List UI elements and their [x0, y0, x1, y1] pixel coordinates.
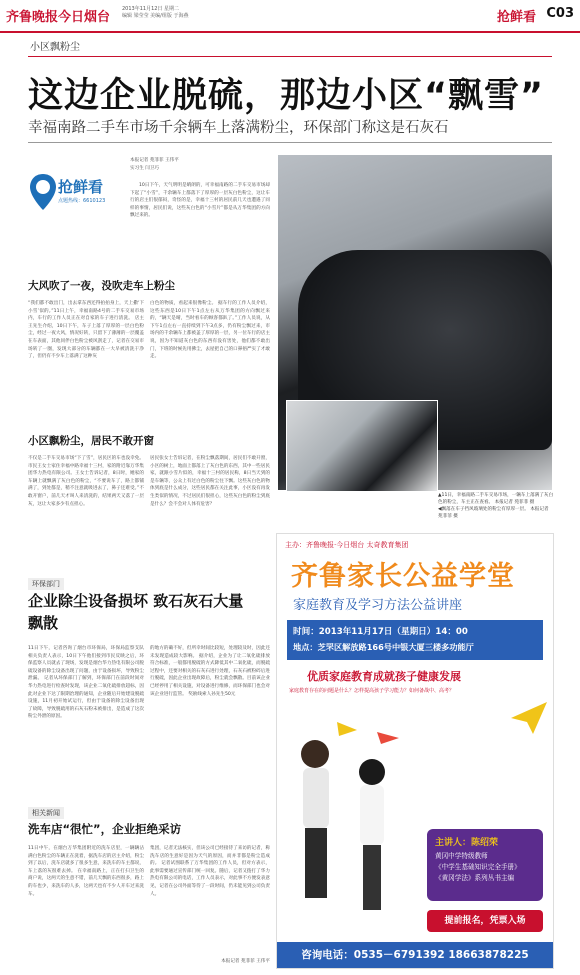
newspaper-logo: 齐鲁晚报	[6, 10, 59, 25]
byline	[130, 157, 280, 172]
byline-reporters: 本报记者 苑菲菲 王伟平	[130, 158, 179, 163]
advertisement	[276, 533, 554, 969]
section3-kicker: 环保部门	[28, 578, 64, 590]
ad-speaker-line: 《黄冈学法》系列丛书主编	[435, 874, 515, 882]
location-pin-icon	[28, 172, 58, 212]
section3-kicker-wrap	[28, 571, 64, 590]
section3-title: 企业除尘设备损坏 致石灰石大量飘散	[28, 592, 244, 632]
section4-kicker-wrap	[28, 800, 64, 819]
subheadline: 幸福南路二手车市场千余辆车上落满粉尘，环保部门称这是石灰石	[28, 120, 449, 136]
students-illustration	[277, 712, 407, 942]
section4-col1: 11日中午，在烟台万华集团附近的洗车店里，一辆辆沾满白色粉尘的车辆正在洗着，据洗车店的店主介绍，粉尘到了以后，洗车店就多了很多生意，来洗车的车主都说，车上落的灰很难去掉。 在幸福南路上，正在打扫卫生的商户说，这两天的生意不错，前几天飘的东西很多，路上的车也少，来洗车的人多，这两天也有不少人开车过来洗车。	[28, 846, 144, 897]
section2-col2: 居民张女士告诉记者，在粉尘飘落期间，居民们不敢开窗，小区的树上，地面上都落上了灰白色的东西，其中一些居民家，就跟小雪片似的，幸福十三村的居民称，8日当天到的是车辆等，公众上有过白色的粉尘往下飘。这些灰白色的物体到底是什么成分，这些居民都在关注此事，小区没有再发生类似的情况，不过居民们很担心，这些灰白色的粉尘到底是什么？会不会对人体有危害？	[150, 456, 270, 507]
ad-host: 主办：齐鲁晚报·今日烟台 太奇教育集团	[285, 541, 409, 549]
editors-text: 编辑 梁莹莹 美编/组版 于海燕	[122, 13, 189, 19]
lede-paragraph: 10日下午，天气明明是晴朗的，可幸福南路的二手车交易市场却下起了“小雪”，千余辆车上都落下了厚厚的一层灰白色粉尘，这让车行的店主们很郁闷，奇怪的是，幸福十三村的居民前几天也遭遇了同样的事情，居民们说，这些灰白色的“小雪片”都是从万华集团的方向飘过来的。	[130, 183, 270, 219]
ad-info-bar	[287, 620, 543, 660]
ad-cta: 提前报名，凭票入场	[427, 910, 543, 932]
topic-label: 小区飘粉尘	[30, 42, 80, 53]
section2-col1: 不仅是二手车交易市场“下了雪”，居民区的车也没幸免。市民王女士家住幸福中路幸福十三村，家的附近靠万华集团华力热电有限公司。王女士告诉记者，8日时，她家的车辆上就飘满了灰白色的粉尘，“不要说车了，路上都铺满了，到处都是，稍不注意就吸进去了，鼻子还难受。”不敢开窗户，前几天才叫人来清洗的，结果两天又落了一层灰，这让大家多少有点担心。	[28, 456, 144, 507]
headline: 这边企业脱硫，那边小区“飘雪”	[28, 76, 545, 116]
hotline-brand: 抢鲜看	[58, 178, 104, 196]
section2-title: 小区飘粉尘，居民不敢开窗	[28, 435, 154, 447]
ad-speaker-box	[427, 829, 543, 901]
section-name: 抢鲜看	[496, 10, 536, 25]
divider	[28, 142, 552, 143]
page-number: C03	[546, 6, 574, 21]
dateline	[122, 6, 188, 20]
ad-time: 时间：2013年11月17日（星期日）14：00	[293, 627, 468, 637]
section1-col1: “我们都不敢出门，出去拿东西还得拍拍身上，天上撒‘下小雪’似的。”11日上午，幸福南路4号的二手车交易市场内，车行的工作人员正在对自家的车子进行清洗。 店主王先生介绍，10日下午，车子上落了厚厚的一层白色粉尘，经过一夜大风，情况好转，只留下了薄薄的一层覆盖在车表面，其他同伴白色粉尘被风刮走了，记者在交易市场转了一圈，发现大部分的车辆都在一大早被清洗干净了，但仍有不少车上落满了这种灰	[28, 301, 144, 360]
ad-speaker-lines	[435, 851, 521, 884]
photo-caption-main: ▲11日，幸福南路二手车交易市场，一辆车上落满了灰白色的粉尘，车主正在查看。 本报记者 苑菲菲 摄	[438, 493, 554, 505]
ad-speaker-label: 主讲人：陈绍荣	[435, 838, 499, 848]
section4-byline: 本报记者 苑菲菲 王伟平	[221, 959, 270, 964]
byline-intern: 实习生 闫卫巧	[130, 165, 160, 171]
section3-col1: 11日下午，记者咨询了烟台市环保局，环保局监察支队相关负责人表示，10日下午他们接到市民反映之后，环保监察人员就去了现场，发现是烟台华力热电有限公司脱硫设备的除尘设备出现了问题，由于设备损坏，导致粉尘泄漏。 记者从环保部门了解到，环保部门在前段时间对华力热电进行检查时发现，该企业二氧化硫排放超标，因此对企业下达了限期治理的通知，企业随后开始建设脱硫设施，11月初开始试运行，但由于设备的除尘设备出现了故障，导致脱硫用的石灰石粉末被排出，是造成了这次粉尘外泄的原因。	[28, 646, 144, 720]
section1-col2: 白色的物质，看起来很像粉尘。 据车行的工作人员介绍，这些东西是10日下午1点左右从万华集团的方向飘过来的，“辆天是晴，当时看车的顾客都趴了。”工作人员说，从下午1点左右一直持续到下午3点多，仍有粉尘飘过来，市场内的千余辆车上都被盖了厚厚的一层，另一位车行的店主说，因为不知道灰白色的东西有没有害处，他们都不敢出门，下班的时候先用拂尘，去屋把自己的口鼻捂严实了才敢走。	[150, 301, 270, 360]
photo-caption-inset: ◀飘落在车子挡风玻璃处的粉尘有厚厚一层。 本报记者 苑菲菲 摄	[438, 507, 549, 519]
ad-question: 家庭教育存在的问题是什么？怎样提高孩子学习能力？如何备战中、高考？	[289, 688, 455, 694]
ad-slogan: 优质家庭教育成就孩子健康发展	[307, 670, 461, 683]
edition-name: 今日烟台	[58, 10, 111, 25]
ad-speaker-line: 《中学生基础知识完全手册》	[435, 863, 521, 871]
section4-kicker: 相关新闻	[28, 807, 64, 819]
section1-title: 大风吹了一夜，没吹走车上粉尘	[28, 280, 175, 292]
hotline-number: 点题热线：6610123	[58, 198, 106, 204]
paper-plane-icon	[509, 698, 549, 738]
section3-col2: 的地方的确不好，但所幸时间比较短，处理较及时，因此还未发现造成较大影响。 据介绍，企业为了让二氧化硫排放符合标准，一般都用脱硫的方式降低其中二氧化硫，而脱硫过程中，还要对相关的石灰石进行处理，石灰石被粉碎后进行脱硫，因此企业出现故障后，粉尘就会飘散。目前该企业已经停用了相关设施，对设备进行维修，而环保部门也会对该企业进行监管。 奖励线索人孙先生50元	[150, 646, 270, 697]
divider	[28, 56, 552, 57]
ad-speaker-line: 黄冈中学特级教师	[435, 852, 488, 860]
hotline-box	[28, 172, 116, 212]
inset-photo	[286, 400, 438, 492]
ad-hotline: 咨询电话：0535－6791392 18663878225	[277, 942, 553, 968]
section4-col2: 集团，记者无法核实，但该公司已经接待了来访的记者，称洗车店的生意好是因为天气的原因，而并非都是粉尘造成的。 记者试图联系了万华集团的工作人员，但对方表示，此事需要通过宣传部门统一回复。随后，记者又拨打了华力热电有限公司的电话，工作人员表示，对此事不方便发表意见，记者在公司外面等待了一段时间，仍未能见到公司负责人。	[150, 846, 270, 897]
ad-place: 地点：芝罘区解放路166号中银大厦三楼多功能厅	[293, 642, 474, 652]
ad-subtitle: 家庭教育及学习方法公益讲座	[293, 598, 463, 613]
ad-title: 齐鲁家长公益学堂	[291, 561, 515, 592]
photo-caption	[438, 492, 554, 520]
date-text: 2013年11月12日 星期二	[122, 6, 180, 12]
section4-title: 洗车店“很忙”，企业拒绝采访	[28, 822, 182, 836]
